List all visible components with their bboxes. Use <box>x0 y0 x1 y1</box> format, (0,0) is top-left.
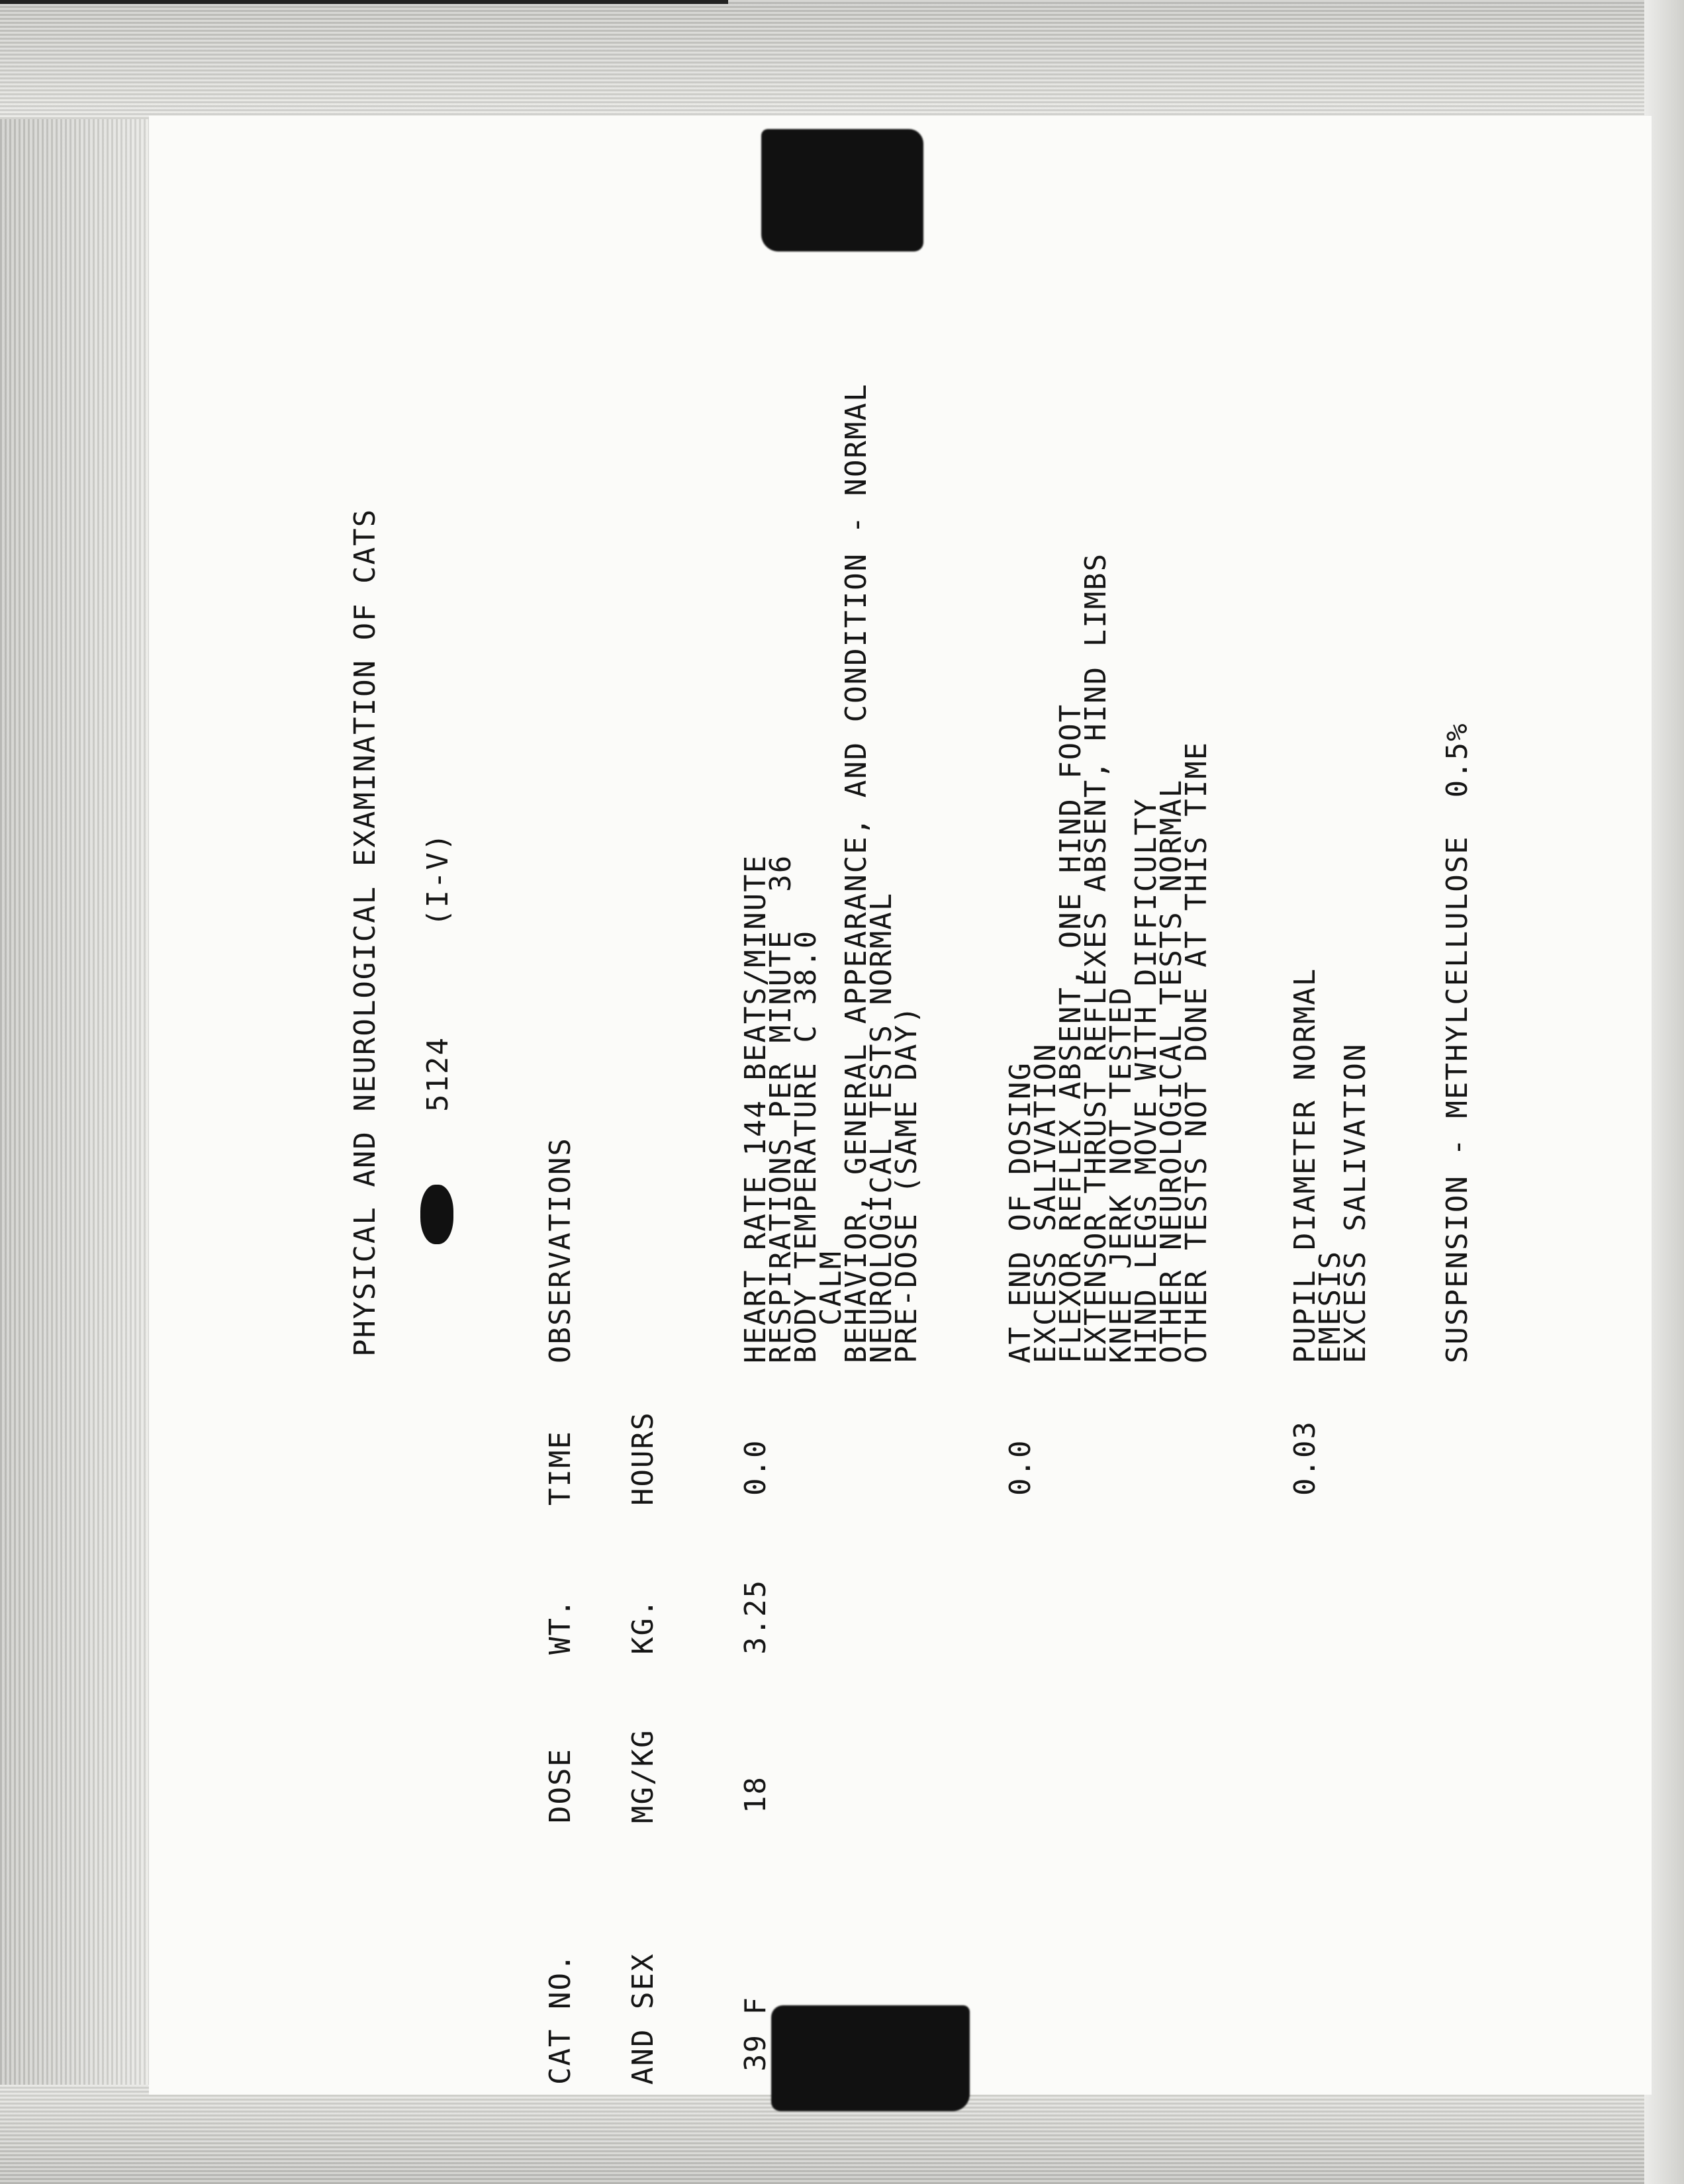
observation-line: AT END OF DOSING <box>1004 1062 1037 1363</box>
observation-line: EXTENSOR THRUST REFLEXES ABSENT, HIND LIMBS <box>1079 552 1113 1363</box>
observation-line: OTHER NEUROLOGICAL TESTS NORMAL <box>1154 778 1188 1363</box>
observation-line: OTHER TESTS NOT DONE AT THIS TIME <box>1180 741 1213 1363</box>
dose-value: 18 <box>739 1776 772 1813</box>
header-and-sex: AND SEX <box>626 1952 660 2085</box>
suspension-note: SUSPENSION - METHYLCELLULOSE 0.5% <box>1440 722 1474 1363</box>
header-hours: HOURS <box>626 1411 660 1506</box>
header-kg: KG. <box>626 1598 660 1655</box>
header-cat-no: CAT NO. <box>543 1952 577 2085</box>
study-group: (I-V) <box>421 832 455 927</box>
observation-line: EXCESS SALIVATION <box>1338 1042 1372 1363</box>
observation-line: EMESIS <box>1313 1250 1347 1363</box>
header-wt: WT. <box>543 1598 577 1655</box>
observation-line: HEART RATE 144 BEATS/MINUTE <box>739 854 772 1363</box>
time-value: 0.0 <box>739 1439 772 1496</box>
study-code: 5124 <box>421 1036 455 1112</box>
time-value: 0.03 <box>1288 1420 1322 1496</box>
weight-value: 3.25 <box>739 1579 772 1655</box>
observation-line: KNEE JERK NOT TESTED <box>1104 986 1138 1363</box>
header-dose: DOSE <box>543 1748 577 1823</box>
header-time: TIME <box>543 1430 577 1506</box>
observation-line: PRE-DOSE (SAME DAY) <box>890 1005 923 1363</box>
observation-line: NEUROLOGICAL TESTS NORMAL <box>865 891 898 1363</box>
observation-line: BEHAVIOR, GENERAL APPEARANCE, AND CONDITION - NORMAL <box>839 383 873 1363</box>
observation-line: FLEXOR REFLEX ABSENT, ONE HIND FOOT <box>1054 703 1088 1363</box>
observation-line: CALM <box>814 1250 848 1363</box>
observation-line: PUPIL DIAMETER NORMAL <box>1288 967 1322 1363</box>
time-value: 0.0 <box>1004 1439 1037 1496</box>
observation-line: EXCESS SALIVATION <box>1029 1042 1062 1363</box>
report-title: PHYSICAL AND NEUROLOGICAL EXAMINATION OF CATS <box>348 508 382 1357</box>
header-observations: OBSERVATIONS <box>543 1137 577 1363</box>
header-mg-kg: MG/KG <box>626 1729 660 1823</box>
cat-number-sex: 39 F <box>739 1996 772 2071</box>
observation-line: BODY TEMPERATURE C 38.0 <box>789 929 823 1363</box>
observation-line: RESPIRATIONS PER MINUTE 36 <box>764 854 798 1363</box>
observation-line: HIND LEGS MOVE WITH DIFFICULTY <box>1129 797 1163 1363</box>
